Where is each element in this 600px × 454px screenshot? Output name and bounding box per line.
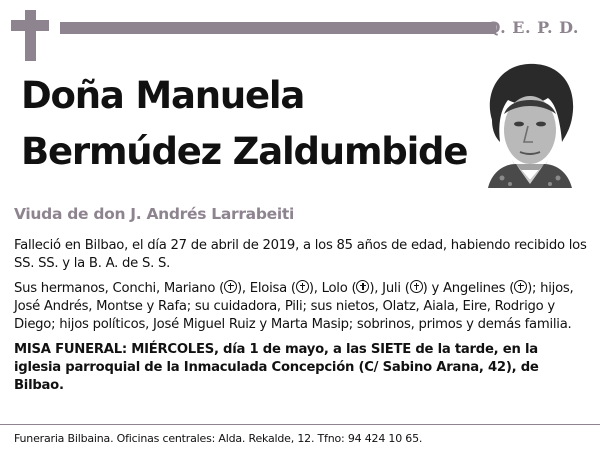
name-line-1: Doña Manuela <box>21 74 305 117</box>
circled-cross-icon <box>224 280 237 293</box>
notice-body <box>14 237 588 402</box>
header-bar <box>60 22 496 34</box>
family-intro: Sus hermanos, Conchi, Mariano <box>14 281 216 296</box>
circled-cross-icon <box>514 280 527 293</box>
qepd-label: Q. E. P. D. <box>486 18 579 37</box>
funeral-home-footer: Funeraria Bilbaina. Oficinas centrales: Alda. Rekalde, 12. Tfno: 94 424 10 65. <box>14 432 423 445</box>
family-sep-2: , Lolo <box>313 281 348 296</box>
death-notice: Falleció en Bilbao, el día 27 de abril de 2019, a los 85 años de edad, habiendo recibido los SS. SS. y la B. A. de S. S. <box>14 238 587 271</box>
name-line-2: Bermúdez Zaldumbide <box>21 130 468 173</box>
deceased-name <box>21 68 467 180</box>
widow-subtitle: Viuda de don J. Andrés Larrabeiti <box>14 205 294 223</box>
circled-cross-icon <box>410 280 423 293</box>
funeral-mass: MISA FUNERAL: MIÉRCOLES, día 1 de mayo, a las SIETE de la tarde, en la iglesia parroquial de la Inmaculada Concepción (C/ Sabino Arana, 42), de Bilbao. <box>14 342 539 393</box>
family-sep-1: , Eloisa <box>241 281 287 296</box>
family-sep-4: y Angelines <box>427 281 506 296</box>
family-rest: ; hijos, José Andrés, Montse y Rafa; su cuidadora, Pili; sus nietos, Olatz, Aiala, Eire, Rodrigo y Diego; hijos políticos, José Miguel Ruiz y Marta Masip; sobrinos, primos y demás familia. <box>14 281 574 332</box>
family-sep-3: , Juli <box>374 281 401 296</box>
circled-cross-icon <box>296 280 309 293</box>
circled-cross-icon <box>356 280 369 293</box>
portrait-photo <box>478 60 582 188</box>
footer-divider <box>0 424 600 425</box>
family-list: Sus hermanos, Conchi, Mariano ( ), Eloisa ( ), Lolo ( ), Juli ( ) y Angelines ( ); hijos, José Andrés, Montse y Rafa; su cuidadora, Pili; sus nietos, Olatz, Aiala, Eire, Rodrigo y Diego; hijos políticos, José Miguel Ruiz y Marta Masip; sobrinos, primos y demás familia. <box>14 281 574 332</box>
